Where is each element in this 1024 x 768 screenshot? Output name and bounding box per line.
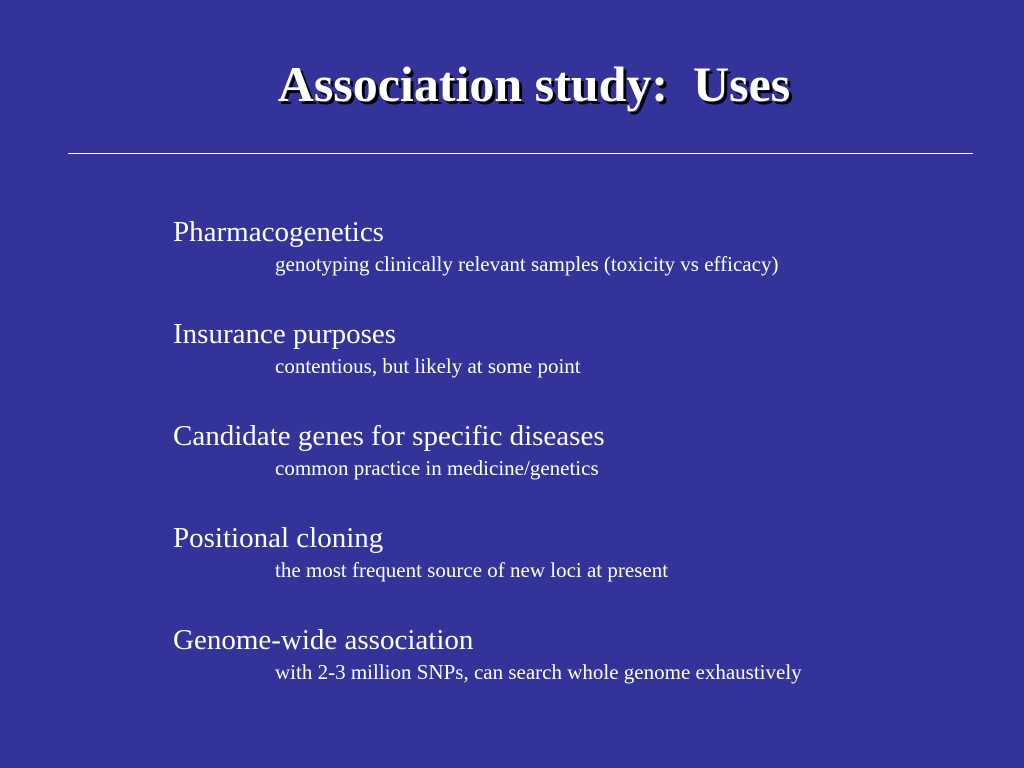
list-item [173,622,973,724]
item-detail: with 2-3 million SNPs, can search whole genome exhaustively [275,660,802,684]
item-detail: the most frequent source of new loci at present [275,558,669,582]
title-divider [68,153,973,154]
item-detail: genotyping clinically relevant samples (toxicity vs efficacy) [275,252,779,276]
list-item [173,418,973,520]
item-heading: Positional cloning [173,522,384,554]
item-heading: Genome-wide association [173,624,474,656]
slide-title: Association study: Uses [277,56,791,112]
item-detail: common practice in medicine/genetics [275,456,599,480]
item-heading: Pharmacogenetics [173,216,384,248]
item-heading: Insurance purposes [173,318,397,350]
item-heading: Candidate genes for specific diseases [173,420,605,452]
bullet-list [173,214,973,724]
list-item [173,316,973,418]
item-detail: contentious, but likely at some point [275,354,581,378]
list-item [173,520,973,622]
list-item [173,214,973,316]
